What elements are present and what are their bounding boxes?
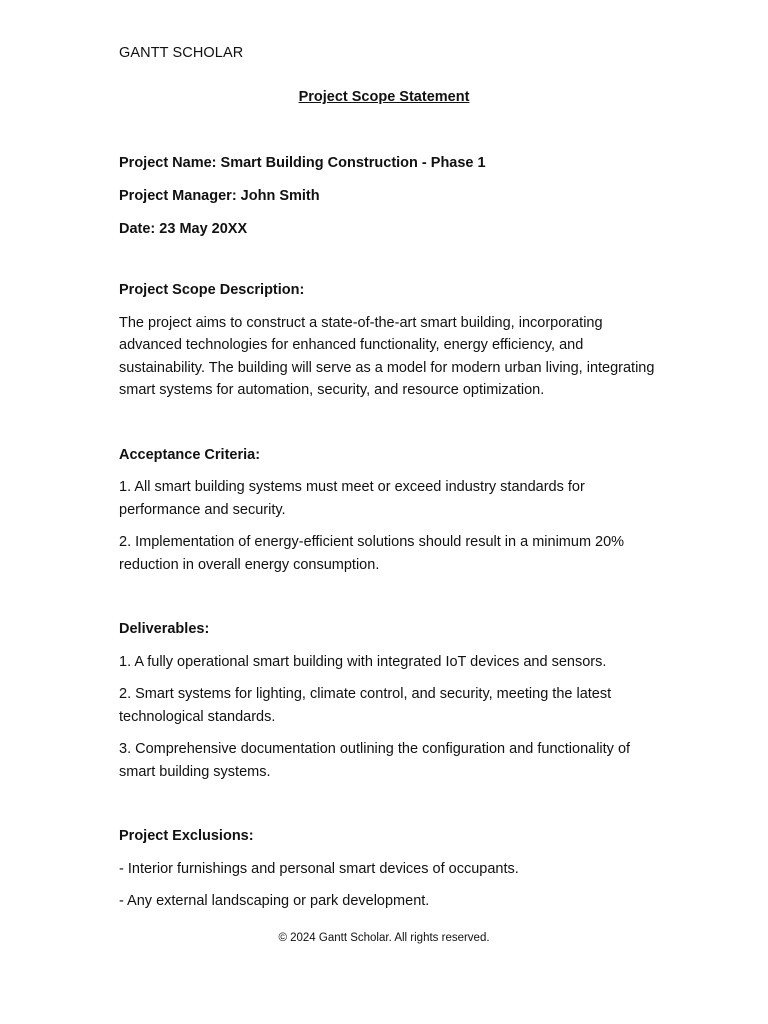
- deliverable-item: 2. Smart systems for lighting, climate control, and security, meeting the latest technological standards.: [119, 686, 612, 725]
- document-title: Project Scope Statement: [298, 89, 470, 105]
- project-name: Project Name: Smart Building Construction - Phase 1: [119, 155, 486, 171]
- document-body: [119, 152, 659, 923]
- project-exclusions-section: [119, 825, 659, 913]
- scope-description-heading: Project Scope Description:: [119, 282, 305, 298]
- deliverable-item: 1. A fully operational smart building with integrated IoT devices and sensors.: [119, 653, 607, 670]
- spacer: [119, 251, 659, 279]
- deliverables-section: [119, 618, 659, 783]
- acceptance-criterion: 2. Implementation of energy-efficient solutions should result in a minimum 20% reduction in overall energy consumption.: [119, 534, 625, 573]
- acceptance-criteria-heading: Acceptance Criteria:: [119, 446, 261, 463]
- spacer: [119, 412, 659, 444]
- project-manager: Project Manager: John Smith: [119, 188, 320, 204]
- deliverable-item: 3. Comprehensive documentation outlining the configuration and functionality of smart building systems.: [119, 741, 631, 780]
- exclusion-item: - Interior furnishings and personal smart devices of occupants.: [119, 860, 519, 877]
- spacer: [119, 586, 659, 618]
- project-date: Date: 23 May 20XX: [119, 221, 248, 237]
- acceptance-criteria-section: [119, 444, 659, 577]
- acceptance-criterion: 1. All smart building systems must meet or exceed industry standards for performance and security.: [119, 479, 585, 518]
- scope-description-section: [119, 279, 659, 402]
- scope-description-text: The project aims to construct a state-of-the-art smart building, incorporating advanced technologies for enhanced functionality, energy efficiency, and sustainability. The building will serve as a model for modern urban living, integrating smart systems for automation, security, and resource optimization.: [119, 314, 655, 398]
- brand-name: GANTT SCHOLAR: [119, 45, 244, 61]
- deliverables-heading: Deliverables:: [119, 621, 210, 637]
- project-exclusions-heading: Project Exclusions:: [119, 828, 254, 844]
- spacer: [119, 793, 659, 825]
- exclusion-item: - Any external landscaping or park development.: [119, 893, 430, 909]
- copyright-footer: © 2024 Gantt Scholar. All rights reserved.: [278, 932, 490, 944]
